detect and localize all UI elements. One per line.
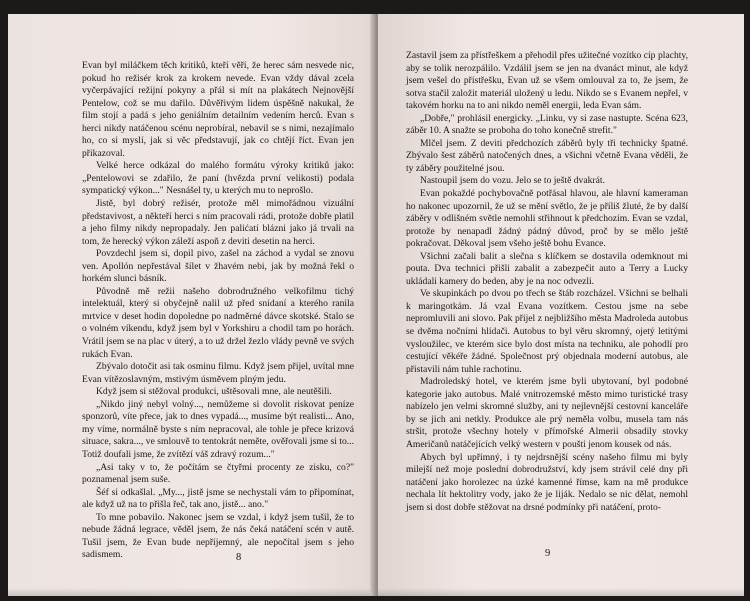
paragraph: Velké herce odkázal do malého formátu výroky kritiků jako: „Pentelowovi se zdařilo, že paní (hvězda první velikosti) podala sympatický výkon..." Nesnášel ty, u kterých mu to neprošlo. <box>82 160 354 197</box>
paragraph: Jistě, byl dobrý režisér, protože měl mimořádnou vizuální představivost, a někteří herci s ním pracovali rádi, protože dobře platil a jeho filmy nikdy nepropadaly. Jen palićatí blázni jako já trvali na tom, že herecký výkon záleží aspoň z deviti desetin na herci. <box>82 198 354 247</box>
paragraph: To mne pobavilo. Nakonec jsem se vzdal, i když jsem tušil, že to nebude žádná legrace, věděl jsem, že nás čeká natáčení scén v autě. Tušil jsem, že Evan bude nepříjemný, ale nepočítal jsem s jeho sadismem. <box>82 511 354 561</box>
paragraph: Původně mě režii našeho dobrodružného velkofilmu tichý intelektuál, který si obyčejně nalil už před snídaní a kterého ranila mrtvice v deset hodin dopoledne po nadměrné dávce skotské. Stalo se o volném víkendu, když jsem byl v Yorkshiru a chodil tam po horách. Vrátil jsem se na plac v úterý, a to už držel žezlo vlády pevně ve svých rukách Evan. <box>82 285 354 360</box>
page-shadow <box>378 588 744 596</box>
page-shadow <box>8 588 374 596</box>
paragraph: Abych byl upřímný, i ty nejdrsnější scény našeho filmu mi byly milejší než moje poslední dobrodružství, kdy jsem strávil celé dny při natáčení jako horolezec na úzké kamenné římse, kam na mě produkce nechala lít hektolitry vody, jako že je liják. Nedalo se nic dělat, nemohl jsem si dost dobře stěžovat na drsné podmínky při natáčení, proto- <box>406 451 688 513</box>
paragraph: Všichni začali balit a slečna s klíčkem se dostavila odemknout mi pouta. Dva technici přišli zabalit a zabezpečit auto a Terry a Lucky ukládali kamery do beden, aby je na noc odvezli. <box>406 250 688 287</box>
right-page-text <box>406 50 688 514</box>
paragraph: Když jsem si stěžoval produkci, uštěsovali mne, ale neutěšili. <box>96 386 332 398</box>
right-page <box>378 14 744 596</box>
paragraph: „Nikdo jiný nebyl volný..., nemůžeme si dovolit riskovat peníze sponzorů, víte přece, jak to dnes vypadá..., musíme být realisti... Ano, my víme, normálně byste s ním nepracoval, ale tohle je přece krizová situace, sakra..., ve smlouvě to tentokrát neměte, ověřovali jsme si to... Totiž doufali jsme, že zvítězí váš zdravý rozum..." <box>82 398 354 460</box>
paragraph: „Asi taky v to, že počítám se čtyřmi procenty ze zisku, co?" poznamenal jsem suše. <box>82 461 354 486</box>
paragraph: Evan byl miláčkem těch kritiků, kteří věří, že herec sám nesvede nic, pokud ho režisér krok za krokem nevede. Evan vždy dával zcela vyčerpávající režijní pokyny a přál si mít na plakátech Nejnovější Pentelow, což se mu dařilo. Důvěřivým lidem úspěšně nakukal, že film stojí a padá s jeho geniálním detailním vedením herců. Evan s herci nikdy natáčenou scénu neprobíral, nebavil se s nimi, nezajímalo ho, co si myslí, jak si věc představují, jak co chtějí říct. Evan jen přikazoval. <box>82 60 354 159</box>
paragraph: Ve skupinkách po dvou po třech se štáb rozcházel. Všichni se belhali k maringotkám. Já vzal Evana vozítkem. Cestou jsme na sebe nepromluvili ani slovo. Pak přijel z nejbližšího města Madroleda autobus se dvěma nočními hlídači. Autobus to byl věru skromný, ojetý letitými vysloužilec, ve kterém sice bylo dost místa na techniku, ale pohodlí pro cestující věkéře žádné. Společnost prý objednala moderní autobus, ale přistavili nám tuhle rachotinu. <box>406 288 688 375</box>
paragraph: Zbývalo dotočit asi tak osminu filmu. Když jsem přijel, uvítal mne Evan vítězoslavným, mstivým úsměvem plným jedu. <box>82 361 354 385</box>
book-spread <box>8 14 744 596</box>
page-number-left: 8 <box>236 552 242 563</box>
paragraph: Evan pokaždé pochybovačně potřásal hlavou, ale hlavní kameraman ho nakonec upozornil, že už se mění světlo, že je příliš žluté, že by další záběry v odlišném světle nemohli střihnout k předchozím. Evan se vzdal, protože by nenapadl žádný pádný důvod, proč by se mělo ještě pokračovat. Děkoval jsem všeho ještě bohu Evance. <box>406 188 688 250</box>
left-page <box>8 14 374 596</box>
page-number-right: 9 <box>545 548 551 559</box>
paragraph: Madroledský hotel, ve kterém jsme byli ubytovaní, byl podobné kategorie jako autobus. Malé vnitrozemské město mimo turistické trasy nabízelo jen velmi skromné služby, ani ty nejlevnější cestovní kanceláře by se jich ani netkly. Produkce ale prý neměla volbu, musela tam nás stršit, protože všechny hotely v přímořské Almerii obsadily stovky Američanů natáčejících velký western v poušti jenom kousek od nás. <box>406 376 688 450</box>
paragraph: Mlčel jsem. Z deviti předchozích záběrů byly tři technicky špatné. Zbývalo šest záběrů natočených dnes, a všichni včetně Evana věděli, že ty záběry použitelné jsou. <box>406 137 688 174</box>
paragraph: Nastoupil jsem do vozu. Jelo se to ještě dvakrát. <box>420 175 605 187</box>
paragraph: Zastavil jsem za přístřeškem a přehodil přes užitečné vozítko cíp plachty, aby se tolik nerozpálilo. Vzdálil jsem se jen na dvanáct minut, ale když jsem vešel do přístřešku, Evan už se všem omlouval za to, že jsem, že sotva stačil založit materiál uložený u ledu. Nikdo se s Evanem nepřel, v takovém horku na to ani nikdo neměl energii, leda Evan sám. <box>406 50 688 112</box>
left-page-text <box>82 60 354 562</box>
paragraph: Šéf si odkašlal. „My..., jistě jsme se nechystali vám to připomínat, ale když už na to přišla řeč, tak ano, jistě... ano." <box>82 486 354 511</box>
paragraph: Povzdechl jsem si, dopil pivo, zašel na záchod a vydal se znovu ven. Apollón nepřestával šílet v žhavém nebi, jak by možná řekl o horkém slunci básník. <box>82 248 354 285</box>
paragraph: „Dobře," prohlásil energicky. „Linku, vy si zase nastupte. Scéna 623, záběr 10. A snažte se proboha do toho konečně strefit." <box>406 112 688 137</box>
